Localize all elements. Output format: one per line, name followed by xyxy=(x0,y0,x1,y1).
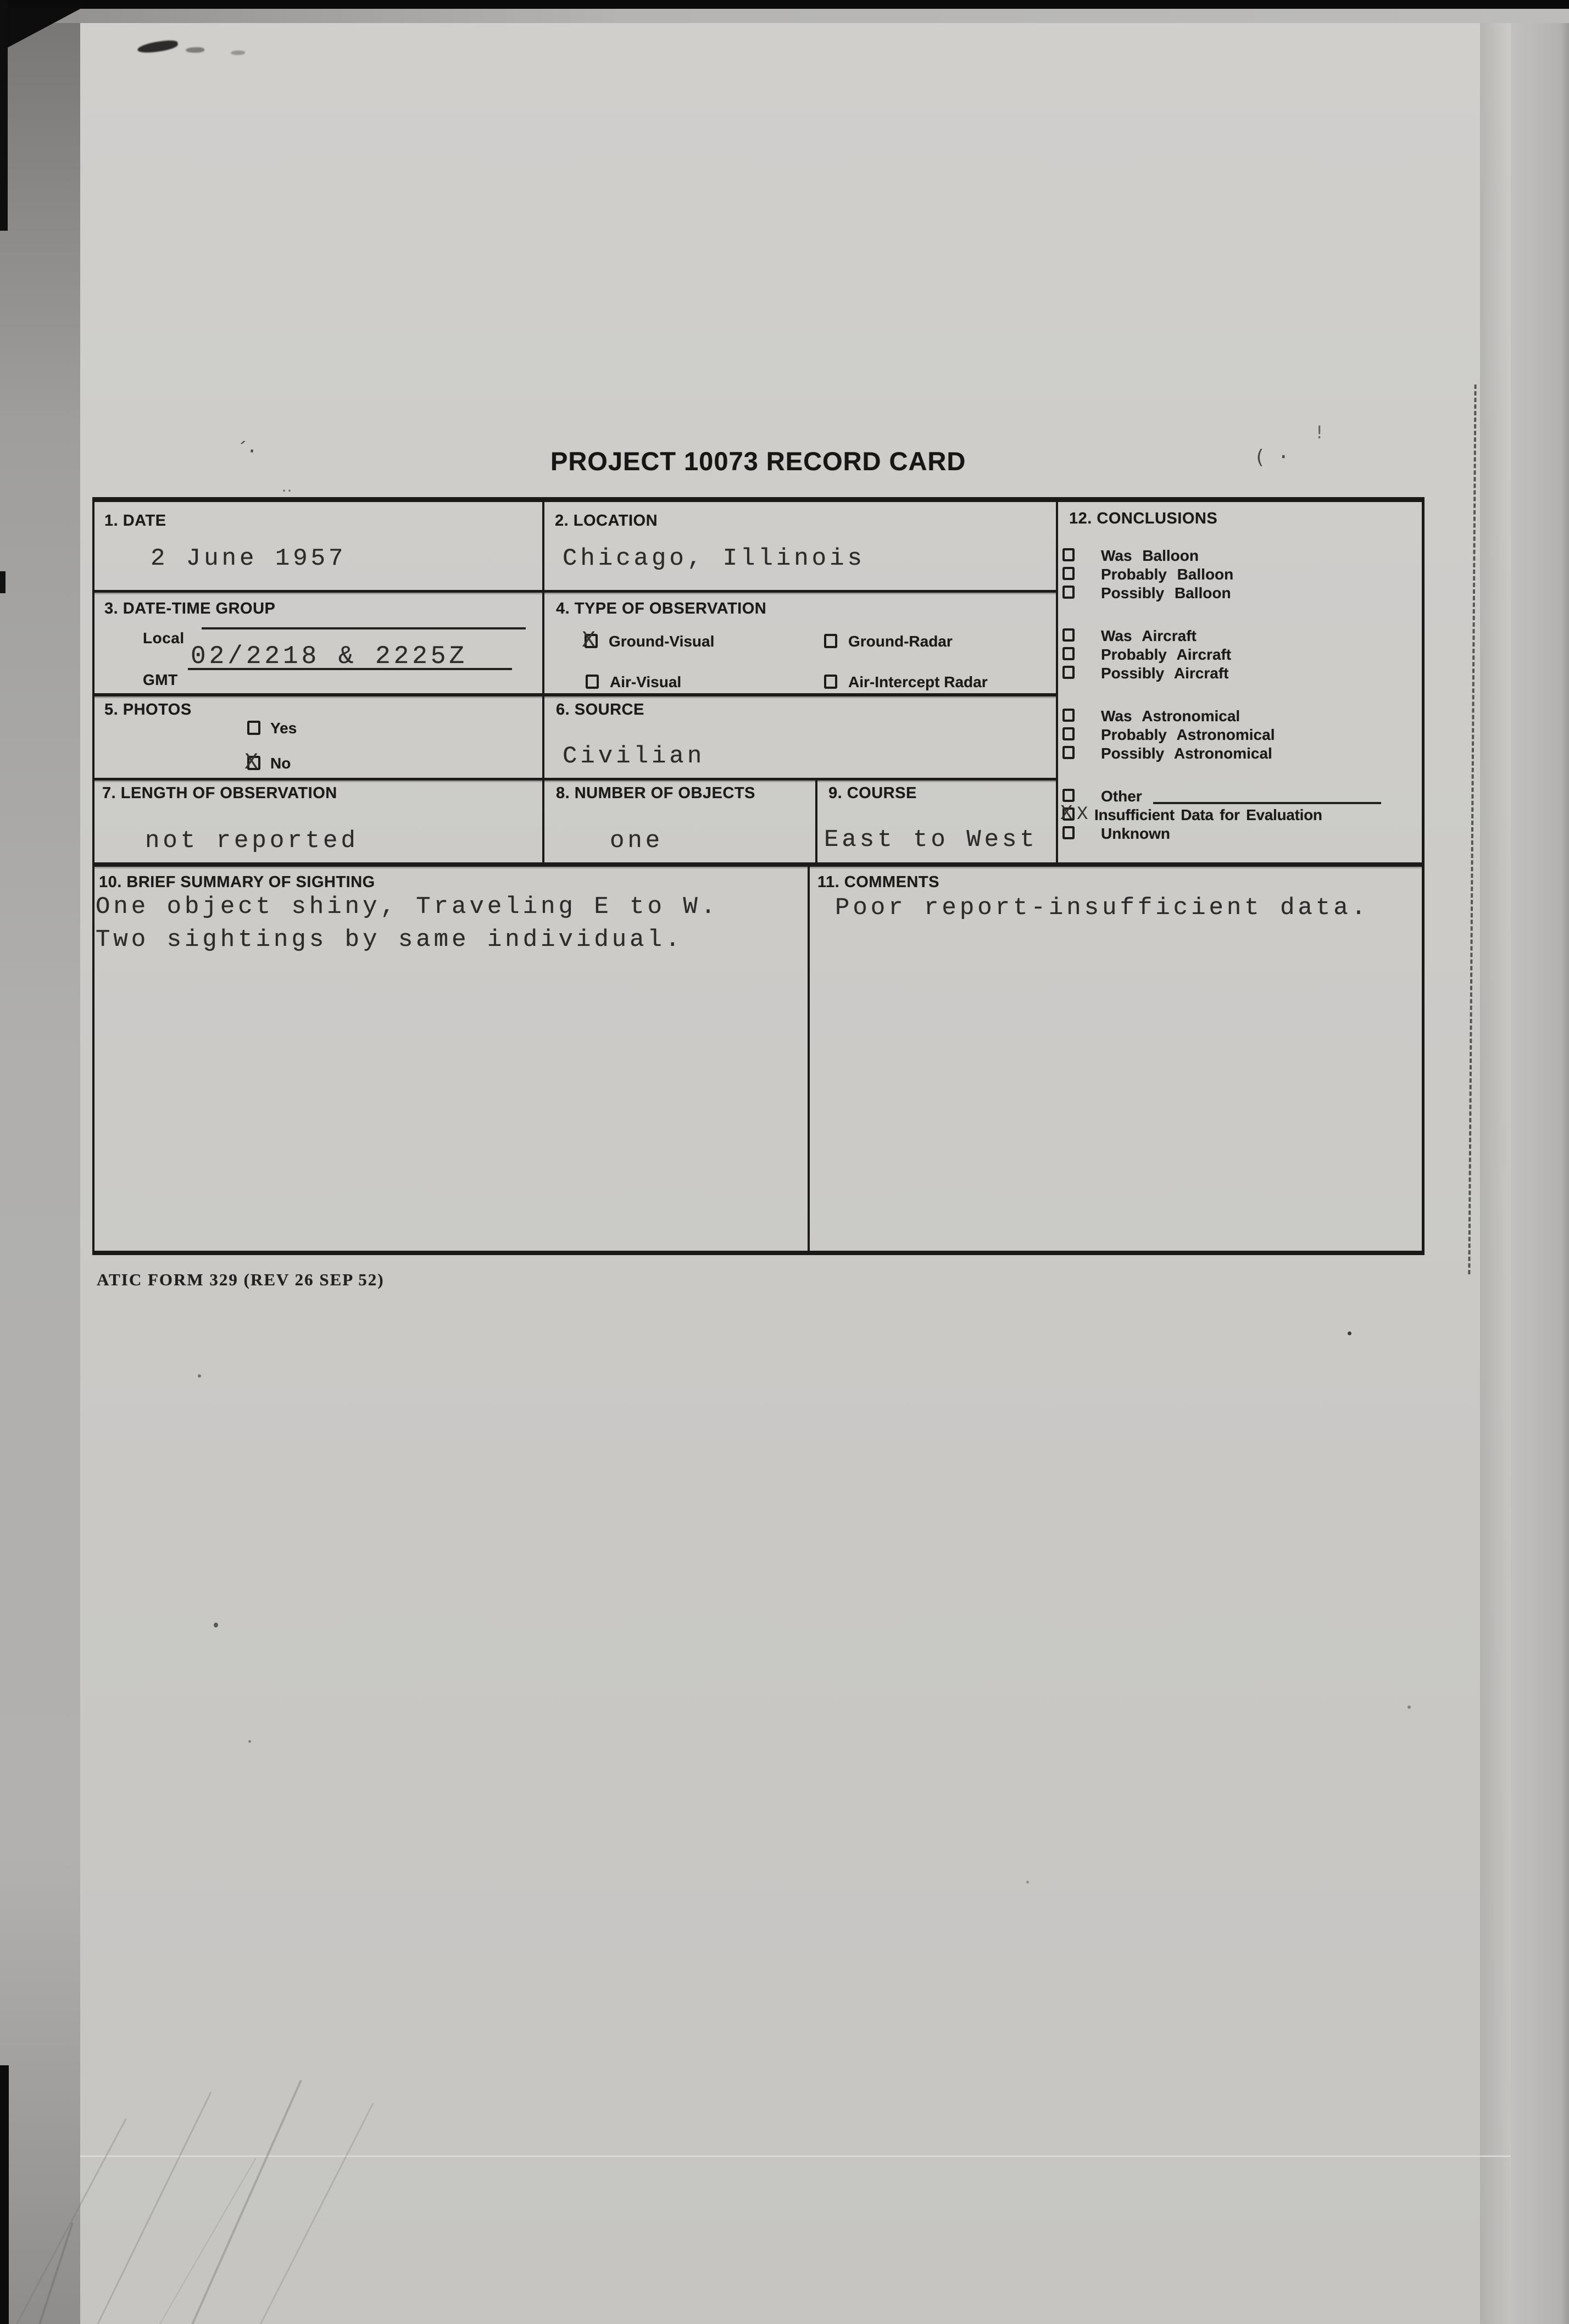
paper-seam-line xyxy=(80,2155,1511,2157)
page-title: PROJECT 10073 RECORD CARD xyxy=(550,447,966,476)
row-divider-heavy xyxy=(94,862,1422,867)
column-divider xyxy=(1056,502,1058,865)
checkbox-was-aircraft[interactable] xyxy=(1062,628,1075,642)
ink-squiggle xyxy=(231,51,245,55)
conclusion-item-possibly-balloon: Possibly Balloon xyxy=(1062,584,1422,603)
local-input-line[interactable] xyxy=(202,627,526,629)
field-label-number-of-objects: 8. NUMBER OF OBJECTS xyxy=(556,784,755,802)
paper-fold-shadow xyxy=(1480,20,1514,2324)
form-number: ATIC FORM 329 (REV 26 SEP 52) xyxy=(97,1270,385,1289)
conclusion-item-probably-aircraft: Probably Aircraft xyxy=(1062,646,1422,665)
row-divider xyxy=(94,778,1056,781)
scan-right-margin xyxy=(1511,0,1569,2324)
location-value: Chicago, Illinois xyxy=(563,545,865,572)
field-label-brief-summary: 10. BRIEF SUMMARY OF SIGHTING xyxy=(99,873,375,891)
gmt-input-line[interactable] xyxy=(188,668,512,670)
scan-left-edge-top xyxy=(0,0,8,231)
option-label-ground-visual: Ground-Visual xyxy=(609,633,715,650)
checkbox-was-balloon[interactable] xyxy=(1062,548,1075,561)
length-of-observation-value: not reported xyxy=(145,827,359,855)
row-divider xyxy=(94,693,1056,696)
conclusion-item-possibly-astronomical: Possibly Astronomical xyxy=(1062,745,1422,763)
pencil-mark: ( · xyxy=(1254,446,1290,469)
ink-speck xyxy=(214,1623,218,1628)
summary-line-1: One object shiny, Traveling E to W. xyxy=(96,893,719,921)
date-value: 2 June 1957 xyxy=(151,545,347,572)
pencil-mark: ‥ xyxy=(281,477,293,496)
field-label-comments: 11. COMMENTS xyxy=(817,873,939,891)
checkbox-possibly-astronomical[interactable] xyxy=(1062,746,1075,759)
ink-squiggle xyxy=(186,47,204,53)
checkbox-ground-radar[interactable] xyxy=(824,634,837,648)
checkbox-probably-astronomical[interactable] xyxy=(1062,727,1075,740)
scan-left-edge-bottom xyxy=(0,2065,9,2324)
column-divider xyxy=(808,867,810,1251)
conclusion-item-insufficient-data: X X Insufficient Data for Evaluation xyxy=(1060,802,1322,826)
ink-speck xyxy=(1026,1881,1029,1883)
field-label-length-of-observation: 7. LENGTH OF OBSERVATION xyxy=(102,784,337,802)
other-input-line[interactable] xyxy=(1153,802,1381,804)
conclusion-item-unknown: Unknown xyxy=(1062,825,1422,844)
course-value: East to West xyxy=(824,826,1038,854)
ink-speck xyxy=(248,1740,251,1743)
checkbox-mark: X xyxy=(244,749,259,776)
checkbox-was-astronomical[interactable] xyxy=(1062,709,1075,722)
number-of-objects-value: one xyxy=(610,827,664,855)
scan-left-notch xyxy=(0,571,5,593)
option-label-yes: Yes xyxy=(270,720,297,737)
conclusion-item-was-aircraft: Was Aircraft xyxy=(1062,627,1422,646)
conclusion-item-was-astronomical: Was Astronomical xyxy=(1062,707,1422,726)
field-label-source: 6. SOURCE xyxy=(556,701,644,718)
field-label-date: 1. DATE xyxy=(104,512,166,530)
pencil-mark: ! xyxy=(1314,422,1325,443)
field-label-type-of-observation: 4. TYPE OF OBSERVATION xyxy=(556,600,767,617)
gmt-value: 02/2218 & 2225Z xyxy=(191,642,468,671)
conclusion-item-probably-balloon: Probably Balloon xyxy=(1062,566,1422,584)
conclusion-item-other: Other xyxy=(1062,788,1422,806)
conclusion-item-was-balloon: Was Balloon xyxy=(1062,547,1422,566)
checkbox-unknown[interactable] xyxy=(1062,826,1075,839)
option-label-no: No xyxy=(270,755,291,772)
comments-value: Poor report-insufficient data. xyxy=(835,894,1370,922)
option-label-air-visual: Air-Visual xyxy=(610,673,682,690)
conclusions-list xyxy=(1062,547,1422,844)
local-label: Local xyxy=(143,629,185,647)
row-divider xyxy=(94,590,1056,593)
checkbox-other[interactable] xyxy=(1062,789,1075,802)
checkbox-mark: X xyxy=(582,627,596,654)
checkbox-probably-balloon[interactable] xyxy=(1062,567,1075,580)
checkbox-air-visual[interactable] xyxy=(586,675,599,689)
ink-speck xyxy=(198,1374,201,1378)
scan-top-shadow xyxy=(0,9,1569,23)
field-label-date-time-group: 3. DATE-TIME GROUP xyxy=(104,600,276,617)
checkbox-insufficient-data[interactable]: X xyxy=(1062,807,1075,821)
pencil-mark: ´· xyxy=(233,437,260,464)
checkbox-ground-visual[interactable] xyxy=(582,627,598,654)
summary-line-2: Two sightings by same individual. xyxy=(96,926,683,954)
typed-x-mark: X xyxy=(1077,804,1088,825)
option-label-air-intercept-radar: Air-Intercept Radar xyxy=(848,673,988,690)
checkbox-probably-aircraft[interactable] xyxy=(1062,647,1075,660)
column-divider xyxy=(815,778,817,865)
checkbox-possibly-balloon[interactable] xyxy=(1062,586,1075,599)
field-label-location: 2. LOCATION xyxy=(555,512,658,530)
source-value: Civilian xyxy=(563,743,705,770)
scan-top-edge xyxy=(0,0,1569,9)
conclusion-item-possibly-aircraft: Possibly Aircraft xyxy=(1062,665,1422,683)
field-label-photos: 5. PHOTOS xyxy=(104,701,192,718)
scan-left-margin xyxy=(0,9,80,2324)
field-label-conclusions: 12. CONCLUSIONS xyxy=(1069,510,1218,527)
checkbox-photos-no[interactable] xyxy=(244,749,260,776)
checkbox-photos-yes[interactable] xyxy=(247,721,260,735)
ink-speck xyxy=(1407,1706,1411,1709)
column-divider xyxy=(542,502,544,865)
checkbox-possibly-aircraft[interactable] xyxy=(1062,666,1075,679)
checkbox-air-intercept-radar[interactable] xyxy=(824,675,837,689)
gmt-label: GMT xyxy=(143,671,178,688)
field-label-course: 9. COURSE xyxy=(828,784,917,802)
conclusion-item-probably-astronomical: Probably Astronomical xyxy=(1062,726,1422,745)
option-label-ground-radar: Ground-Radar xyxy=(848,633,953,650)
record-card xyxy=(92,497,1425,1255)
ink-speck xyxy=(1348,1331,1351,1335)
